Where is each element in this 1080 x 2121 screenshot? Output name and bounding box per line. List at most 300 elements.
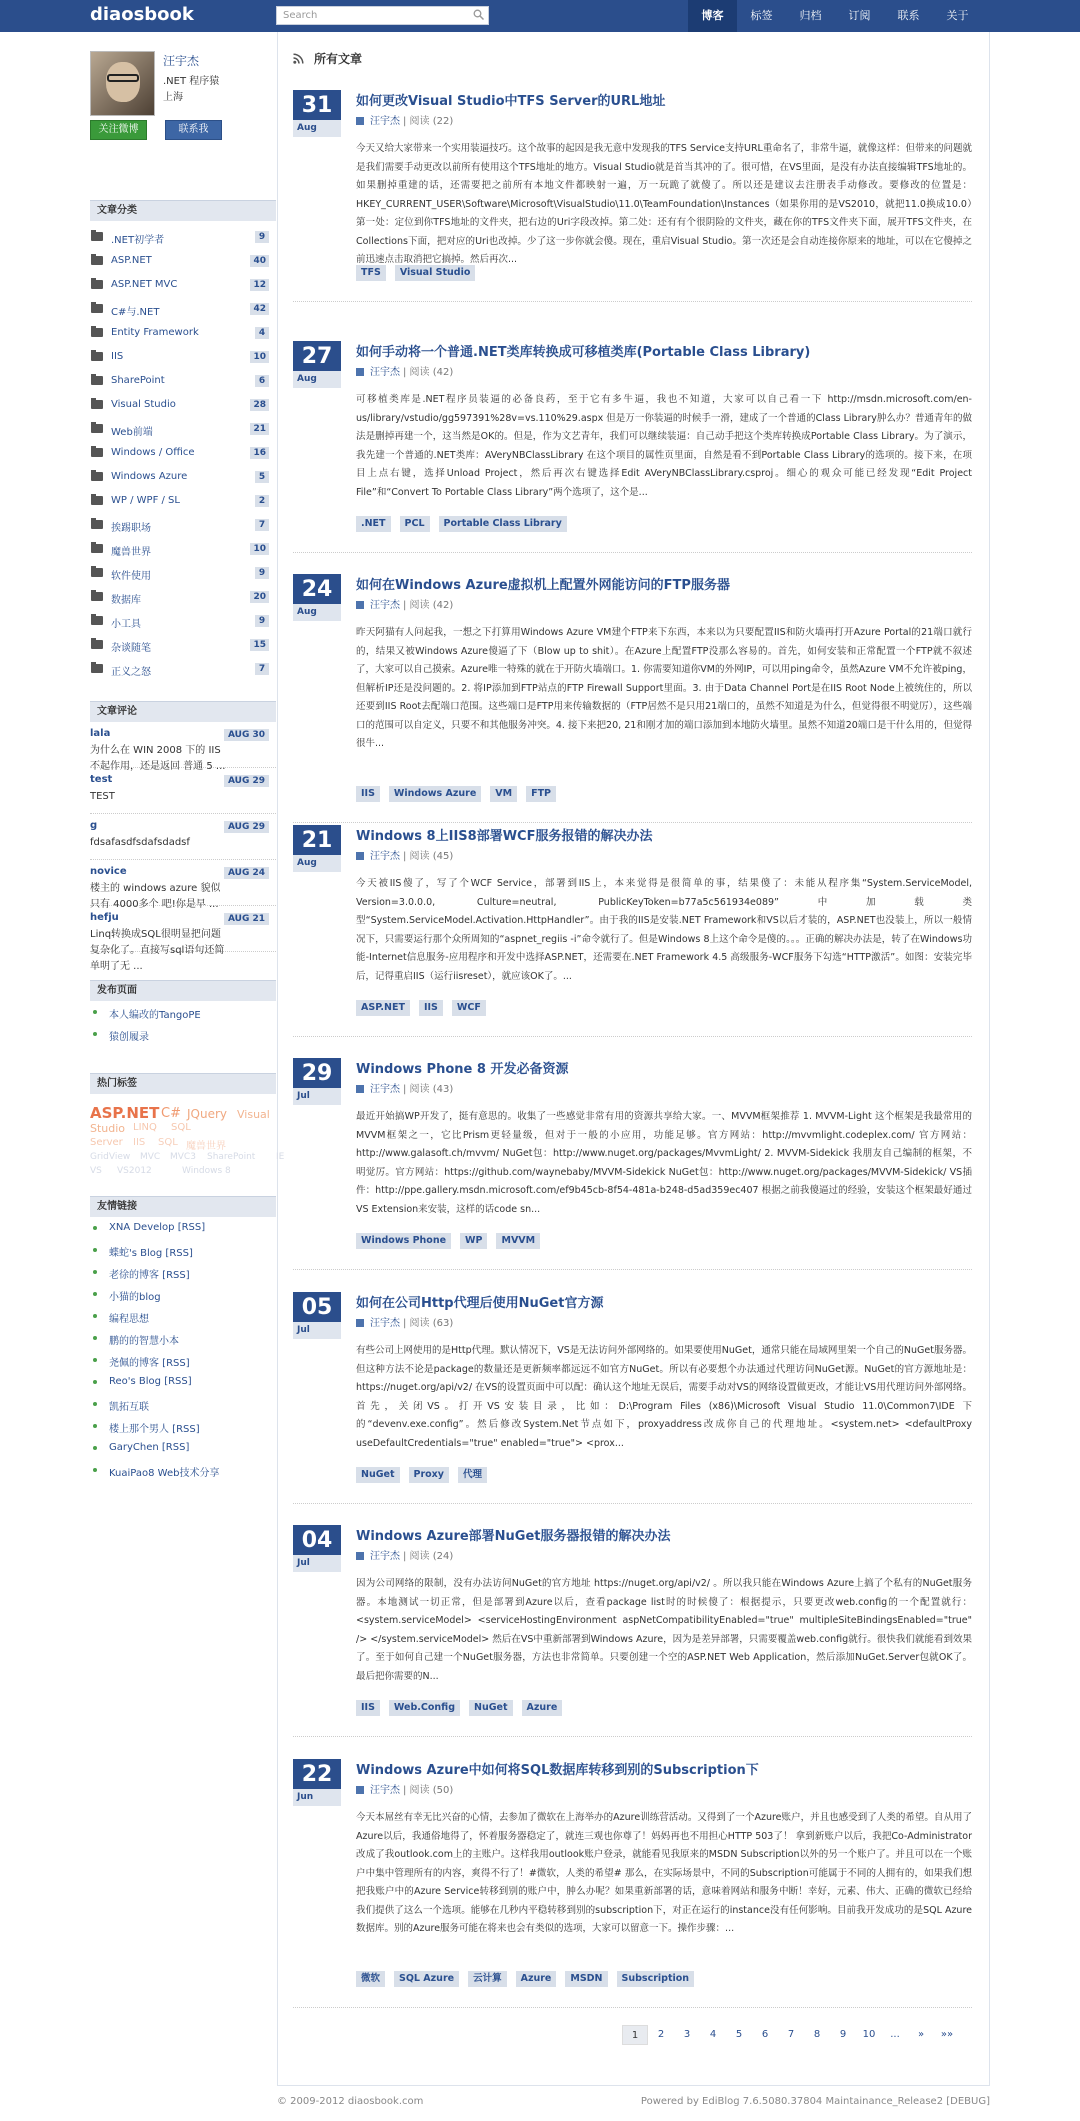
category-item[interactable] — [90, 417, 276, 441]
post-reads: | 阅读 (43) — [403, 1084, 454, 1095]
post-reads: | 阅读 (50) — [403, 1785, 454, 1796]
category-item[interactable] — [90, 249, 276, 273]
page-link-label[interactable]: 本人编改的TangoPE — [109, 1010, 201, 1021]
friend-link-label[interactable]: XNA Develop [RSS] — [109, 1222, 206, 1233]
category-count: 9 — [255, 567, 269, 579]
footer-powered-by: Powered by EdiBlog 7.6.5080.37804 Maintainance_Release2 [DEBUG] — [640, 2096, 990, 2107]
category-label[interactable]: WP / WPF / SL — [111, 495, 180, 506]
follow-weibo-button[interactable]: 关注微博 — [90, 120, 147, 140]
post-author[interactable]: 汪宇杰 — [370, 116, 400, 127]
post-excerpt: 有些公司上网使用的是Http代理。默认情况下，VS是无法访问外部网络的。如果要使用NuGet，通常只能在局域网里架一个自己的NuGet服务器。但这种方法不论是package的数量还是更新频率都远远不如官方NuGet。所以有必要想个办法通过代理访问NuGet源。NuGet的官方源地址是：https://nuget.org/api/v2/ 在VS的设置页面中可以配：确认这个地址无误后，需要手动对VS的网络设置做更改，才能让VS用代理访问外部网络。首先，关闭VS。打开VS安装目录，比如：D:\Program Files (x86)\Microsoft Visual Studio 11.0\Common7\IDE 下的“devenv.exe.config”。然后修改System.Net节点如下，proxyaddress改成你自己的代理地址。<system.net> <defaultProxy useDefaultCredentials="true" enabled="true"> <prox... — [356, 1345, 972, 1449]
bullet-icon — [93, 1248, 97, 1252]
category-item[interactable] — [90, 657, 276, 681]
post-tags — [356, 1000, 495, 1016]
comment-text[interactable]: 为什么在 WIN 2008 下的 IIS 不起作用，还是返回 普通 5 ... — [90, 745, 226, 772]
category-list — [90, 225, 276, 681]
nav-item-5[interactable]: 关于 — [946, 9, 969, 22]
post-month: Jul — [293, 1088, 341, 1105]
folder-icon — [91, 664, 103, 673]
category-label[interactable]: 数据库 — [111, 595, 141, 606]
page-3[interactable]: 4 — [709, 2029, 717, 2040]
post-meta — [356, 112, 453, 127]
page-link-label[interactable]: 猿创履录 — [109, 1032, 149, 1043]
comment-item — [90, 860, 276, 910]
post-excerpt: 今天本屌丝有幸无比兴奋的心情，去参加了微软在上海举办的Azure训练营活动。又得到了一个Azure账户，并且也感受到了人类的希望。自从用了Azure以后，我通俗地得了，怀着服务器稳定了，就连三观也你尊了！妈妈再也不用担心HTTP 503了！ 拿到新账户以后，我把Co-Administrator改成了我outlook.com上的主账户。这样我用outlook账户登录，就能看见我原来的MSDN Subscription以外的另一个账户了。并且可以在一个账户中集中管理所有的内容，爽得不行了！#微软，人类的希望# 那么，在实际场景中，不同的Subscription可能属于不同的人拥有的，如果我们想把我账户中的Azure Service转移到别的账户中，肿么办呢？如果重新部署的话，意味着网站和服务中断！幸好，元素、伟大、正确的微软已经给我们提供了这么一个选项。能够在几秒内平稳转移到别的subscription下，对正在运行的instance没有任何影响。目前我开发成功的是SQL Azure数据库。别的Azure服务可能在将来也会有类似的选项，大家可以留意一下。操作步骤：... — [356, 1812, 972, 1934]
category-label[interactable]: Windows / Office — [111, 447, 195, 458]
category-label[interactable]: IIS — [111, 351, 124, 362]
nav-item-1[interactable]: 标签 — [750, 9, 773, 22]
user-icon — [356, 852, 364, 860]
post-month: Aug — [293, 120, 341, 137]
friend-link[interactable] — [90, 1415, 276, 1437]
post-author[interactable]: 汪宇杰 — [370, 1551, 400, 1562]
post-tag[interactable]: WCF — [452, 1000, 486, 1016]
post-tag[interactable]: NuGet — [469, 1700, 513, 1716]
category-item[interactable] — [90, 393, 276, 417]
user-icon — [356, 1552, 364, 1560]
post-excerpt: 最近开始搞WP开发了，挺有意思的。收集了一些感觉非常有用的资源共享给大家。一、MVVM框架推荐 1. MVVM-Light 这个框架是我最常用的MVVM框架之一，它比Prism更轻量级，但对于一般的小应用，功能足够。官方网站：http://mvvmlight.codeplex.com/ 官方网站：http://www.galasoft.ch/mvvm/ NuGet包：http://www.nuget.org/packages/MvvmLight/ 2. MVVM-Sidekick 我朋友自己编制的框架，不明觉厉。官方网站：https://github.com/waynebaby/MVVM-Sidekick NuGet包：http://www.nuget.org/packages/MVVM-Sidekick/ VS插件：http://ppe.gallery.msdn.microsoft.com/ef9b45cb-8f54-481a-b248-d5ad359ec407 根据之前我傻逼过的经验，安装这个框架最好通过VS Extension来安装，这样的话code sn... — [356, 1111, 972, 1215]
comment-item — [90, 814, 276, 860]
category-count: 2 — [255, 495, 269, 507]
comment-author[interactable]: novice — [90, 866, 127, 877]
category-label[interactable]: 小工具 — [111, 619, 141, 630]
post-month: Jul — [293, 1322, 341, 1339]
category-count: 5 — [255, 471, 269, 483]
friend-link-label[interactable]: 蝶蛇's Blog [RSS] — [109, 1248, 193, 1259]
comment-item — [90, 906, 276, 972]
post-tag[interactable]: 代理 — [458, 1467, 487, 1483]
search-input[interactable] — [276, 6, 489, 25]
category-item[interactable] — [90, 441, 276, 465]
post-tag[interactable]: VM — [490, 786, 517, 802]
tag-cloud-item[interactable]: 魔兽世界 — [186, 1141, 226, 1152]
tag-cloud-item[interactable]: ASP.NET — [90, 1104, 160, 1122]
bullet-icon — [93, 1468, 97, 1472]
post-date-box — [293, 574, 341, 621]
user-icon — [356, 117, 364, 125]
category-item[interactable] — [90, 537, 276, 561]
page-5[interactable]: 6 — [761, 2029, 769, 2040]
folder-icon — [91, 376, 103, 385]
post-tag[interactable]: Windows Azure — [389, 786, 481, 802]
footer-copyright: © 2009-2012 diaosbook.com — [277, 2096, 424, 2107]
post-date-box — [293, 341, 341, 388]
page-10[interactable]: ... — [890, 2029, 900, 2040]
post-excerpt: 可移植类库是.NET程序员装逼的必备良药，至于它有多牛逼，我也不知道，大家可以自己看一下 http://msdn.microsoft.com/en-us/library/vstudio/gg597391%28v=vs.110%29.aspx 但是万一你装逼的时候手一滑，建成了一个普通的Class Library肿么办？普通青年的做法是删掉再建一个，这当然是OK的。但是，作为文艺青年，我们可以继续装逼：自己动手把这个类库转换成Portable Class Library。为了演示，我先建一个普通的.NET类库：AVeryNBClassLibrary 在这个项目的属性页里面，自然是看不到Portable Class Library的选项的。接下来，在项目上点右键，选择Unload Project，然后再次右键选择Edit AVeryNBClassLibrary.csproj。细心的观众可能已经发现“Edit Project File”和“Convert To Portable Class Library”两个选项了，这个是... — [356, 394, 972, 498]
post-excerpt: 今天又给大家带来一个实用装逼技巧。这个故事的起因是我无意中发现我的TFS Service支持URL重命名了，非常牛逼，就像这样：但带来的问题就是我们需要手动更改以前所有使用这个TFS地址的地方。Visual Studio就是首当其冲的了。很可惜，在VS里面，是没有办法直接编辑TFS地址的。如果删掉重建的话，还需要把之前所有本地文件都映射一遍，万一玩跪了就傻了。所以还是建议去注册表手动修改。要修改的位置是： HKEY_CURRENT_USER\Software\Microsoft\VisualStudio\11.0\TeamFoundation\Instances（如果你用的是VS2010，就把11.0换成10.0）第一处：定位到你TFS地址的文件夹，把右边的Uri字段改掉。第二处：还有有个很阴险的文件夹，藏在你的TFS文件夹下面，展开TFS文件夹，在Collections下面，把对应的Uri也改掉。少了这一步你就会傻。现在，重启Visual Studio。第一次还是会自动连接你原来的地址，可以在它傻掉之前迅速点击取消把它搞掉。然后再次... — [356, 143, 972, 265]
user-icon — [356, 1319, 364, 1327]
category-count: 42 — [250, 303, 269, 315]
post-tags — [356, 1700, 571, 1716]
page-12[interactable]: »» — [940, 2029, 954, 2040]
profile-card — [90, 32, 276, 162]
pagination — [622, 2025, 960, 2045]
category-count: 7 — [255, 663, 269, 675]
tag-cloud-item[interactable]: SQL — [158, 1137, 178, 1148]
post-day: 29 — [301, 1061, 333, 1086]
friend-link[interactable] — [90, 1217, 276, 1239]
category-label[interactable]: SharePoint — [111, 375, 165, 386]
post-tag[interactable]: WP — [460, 1233, 487, 1249]
post-month: Aug — [293, 371, 341, 388]
post-title[interactable]: 如何更改Visual Studio中TFS Server的URL地址 — [356, 94, 666, 109]
folder-icon — [91, 232, 103, 241]
comment-date: AUG 30 — [224, 729, 269, 741]
post-date-box — [293, 90, 341, 137]
folder-icon — [91, 544, 103, 553]
friend-link[interactable] — [90, 1327, 276, 1349]
category-count: 28 — [250, 399, 269, 411]
category-count: 20 — [250, 591, 269, 603]
post-tags — [356, 1971, 703, 1987]
category-label[interactable]: 杂谈随笔 — [111, 643, 151, 654]
comment-date: AUG 24 — [224, 867, 269, 879]
friend-link[interactable] — [90, 1261, 276, 1283]
friend-link[interactable] — [90, 1371, 276, 1393]
post-author[interactable]: 汪宇杰 — [370, 367, 400, 378]
site-logo[interactable]: diaosbook — [90, 4, 194, 25]
category-count: 15 — [250, 639, 269, 651]
post-tag[interactable]: SQL Azure — [394, 1971, 459, 1987]
post-tag[interactable]: NuGet — [356, 1467, 400, 1483]
category-count: 40 — [250, 255, 269, 267]
category-item[interactable] — [90, 489, 276, 513]
post-month: Aug — [293, 855, 341, 872]
post-author[interactable]: 汪宇杰 — [370, 1318, 400, 1329]
post-month: Jul — [293, 1555, 341, 1572]
friend-link-label[interactable]: 尧佩的博客 [RSS] — [109, 1358, 190, 1369]
post-title[interactable]: 如何手动将一个普通.NET类库转换成可移植类库(Portable Class Library) — [356, 345, 811, 360]
post-tag[interactable]: Proxy — [409, 1467, 450, 1483]
tag-cloud-item[interactable]: C# — [161, 1106, 181, 1121]
comment-date: AUG 29 — [224, 775, 269, 787]
comment-author[interactable]: g — [90, 820, 98, 831]
post-tag[interactable]: FTP — [526, 786, 556, 802]
post-date-box — [293, 1759, 341, 1806]
post-day: 22 — [301, 1762, 333, 1787]
avatar[interactable] — [90, 51, 155, 116]
post-tag[interactable]: 云计算 — [468, 1971, 507, 1987]
tag-cloud-item[interactable]: JQuery — [187, 1107, 228, 1121]
post-tag[interactable]: MVVM — [496, 1233, 540, 1249]
folder-icon — [91, 592, 103, 601]
tag-cloud-item[interactable]: GridView — [90, 1152, 131, 1162]
category-count: 4 — [255, 327, 269, 339]
post-tag[interactable]: Windows Phone — [356, 1233, 451, 1249]
post-day: 27 — [301, 344, 333, 369]
post-meta — [356, 363, 453, 378]
profile-name[interactable]: 汪宇杰 — [163, 54, 200, 68]
post-divider — [293, 301, 972, 302]
tag-cloud-item[interactable]: Studio — [90, 1122, 126, 1135]
nav-item-4[interactable]: 联系 — [897, 9, 920, 22]
post-date-box — [293, 1292, 341, 1339]
post-meta — [356, 1314, 453, 1329]
tag-cloud — [90, 1094, 285, 1186]
friend-link-label[interactable]: 凯拓互联 — [109, 1402, 149, 1413]
comments-heading: 文章评论 — [90, 701, 276, 722]
category-label[interactable]: ASP.NET — [111, 255, 152, 266]
post-reads: | 阅读 (22) — [403, 116, 454, 127]
comment-text[interactable]: Linq转换成SQL很明显把问题复杂化了。直接写sql语句还简单明了无 ... — [90, 929, 225, 972]
tag-cloud-item[interactable]: LINQ — [133, 1122, 157, 1133]
comment-text[interactable]: TEST — [90, 791, 115, 802]
category-item[interactable] — [90, 561, 276, 585]
post-tags — [356, 1467, 496, 1483]
comment-item — [90, 722, 276, 772]
top-bar — [0, 0, 1080, 32]
friend-link[interactable] — [90, 1283, 276, 1305]
bullet-icon — [93, 1380, 97, 1384]
category-count: 9 — [255, 615, 269, 627]
post-date-box — [293, 1525, 341, 1572]
post-tag[interactable]: ASP.NET — [356, 1000, 410, 1016]
page-1[interactable]: 2 — [657, 2029, 665, 2040]
post-divider — [293, 822, 972, 823]
category-label[interactable]: ASP.NET MVC — [111, 279, 178, 290]
post-divider — [293, 1269, 972, 1270]
page-title: 所有文章 — [314, 52, 363, 66]
friend-link-label[interactable]: KuaiPao8 Web技术分享 — [109, 1468, 220, 1479]
bullet-icon — [93, 1032, 97, 1036]
comment-item — [90, 768, 276, 814]
friend-link[interactable] — [90, 1437, 276, 1459]
category-count: 12 — [250, 279, 269, 291]
friend-link-label[interactable]: Reo's Blog [RSS] — [109, 1376, 192, 1387]
category-label[interactable]: Web前端 — [111, 427, 153, 438]
folder-icon — [91, 280, 103, 289]
tag-cloud-item[interactable]: SQL — [171, 1122, 191, 1133]
category-count: 10 — [250, 543, 269, 555]
friend-link-label[interactable]: 编程思想 — [109, 1314, 149, 1325]
post-meta — [356, 1080, 453, 1095]
category-label[interactable]: Visual Studio — [111, 399, 176, 410]
post-excerpt: 今天被IIS傻了，写了个WCF Service，部署到IIS上，本来觉得是很简单的事，结果傻了：未能从程序集“System.ServiceModel, Version=3.0.0.0, Culture=neutral, PublicKeyToken=b77a5c561934e089”中加载类型“System.ServiceModel.Activation.HttpHandler”。由于我的IIS是安装.NET Framework和VS以后才装的，ASP.NET也没装上，所以一般情况下，只需要运行那个众所周知的“aspnet_regiis -i”命令就行了。但是Windows 8上这个命令是傻的。。。正确的解决办法是，转了在Windows功能-Internet信息服务-应用程序和开发中选择ASP.NET，还需要在.NET Framework 4.5 高级服务-WCF服务下勾选“HTTP激活”。如图：安装完毕后，记得重启IIS（运行iisreset），就应该OK了。... — [356, 878, 972, 982]
post-tags — [356, 1233, 549, 1249]
tag-cloud-item[interactable]: IE — [276, 1152, 285, 1162]
page-6[interactable]: 7 — [787, 2029, 795, 2040]
categories-heading: 文章分类 — [90, 200, 276, 221]
profile-location: 上海 — [163, 92, 183, 103]
category-label[interactable]: Windows Azure — [111, 471, 188, 482]
bullet-icon — [93, 1402, 97, 1406]
category-item[interactable] — [90, 465, 276, 489]
category-item[interactable] — [90, 585, 276, 609]
friend-link-label[interactable]: 鹏的的智慧小本 — [109, 1336, 179, 1347]
page-4[interactable]: 5 — [735, 2029, 743, 2040]
folder-icon — [91, 400, 103, 409]
friend-link-label[interactable]: GaryChen [RSS] — [109, 1442, 190, 1453]
post-title[interactable]: 如何在Windows Azure虚拟机上配置外网能访问的FTP服务器 — [356, 578, 730, 593]
category-item[interactable] — [90, 513, 276, 537]
post-reads: | 阅读 (42) — [403, 367, 454, 378]
bullet-icon — [93, 1424, 97, 1428]
tag-cloud-item[interactable]: Windows 8 — [182, 1166, 231, 1176]
post-tag[interactable]: Azure — [516, 1971, 557, 1987]
tag-cloud-item[interactable]: MVC — [140, 1152, 161, 1162]
contact-me-button[interactable]: 联系我 — [165, 120, 222, 140]
search-placeholder: Search — [283, 10, 318, 21]
category-item[interactable] — [90, 273, 276, 297]
folder-icon — [91, 568, 103, 577]
comment-list — [90, 722, 276, 972]
post-tag[interactable]: Subscription — [617, 1971, 695, 1987]
post-title[interactable]: Windows Phone 8 开发必备资源 — [356, 1062, 569, 1077]
post-reads: | 阅读 (24) — [403, 1551, 454, 1562]
page-2[interactable]: 3 — [683, 2029, 691, 2040]
page-0[interactable]: 1 — [622, 2025, 648, 2045]
main-nav — [688, 0, 982, 32]
pages-heading: 发布页面 — [90, 980, 276, 1001]
page-link[interactable] — [90, 1001, 276, 1023]
tags-heading: 热门标签 — [90, 1073, 276, 1094]
category-count: 9 — [255, 231, 269, 243]
friend-link-label[interactable]: 小猫的blog — [109, 1292, 161, 1303]
folder-icon — [91, 520, 103, 529]
post-divider — [293, 2007, 972, 2008]
post-author[interactable]: 汪宇杰 — [370, 600, 400, 611]
folder-icon — [91, 472, 103, 481]
page-7[interactable]: 8 — [813, 2029, 821, 2040]
category-label[interactable]: 魔兽世界 — [111, 547, 151, 558]
post-author[interactable]: 汪宇杰 — [370, 1084, 400, 1095]
page-8[interactable]: 9 — [839, 2029, 847, 2040]
page-link[interactable] — [90, 1023, 276, 1045]
post-author[interactable]: 汪宇杰 — [370, 851, 400, 862]
post-title[interactable]: Windows Azure中如何将SQL数据库转移到别的Subscription下 — [356, 1763, 759, 1778]
post-day: 24 — [301, 577, 333, 602]
post-title[interactable]: 如何在公司Http代理后使用NuGet官方源 — [356, 1296, 604, 1311]
post-tag[interactable]: PCL — [400, 516, 430, 532]
friend-link[interactable] — [90, 1459, 276, 1481]
post-reads: | 阅读 (45) — [403, 851, 454, 862]
category-count: 6 — [255, 375, 269, 387]
page-11[interactable]: » — [917, 2029, 925, 2040]
post-tag[interactable]: Web.Config — [389, 1700, 460, 1716]
post-tag[interactable]: Visual Studio — [395, 265, 476, 281]
nav-item-3[interactable]: 订阅 — [848, 9, 871, 22]
post-tag[interactable]: 微软 — [356, 1971, 385, 1987]
friend-link[interactable] — [90, 1393, 276, 1415]
post-meta — [356, 1781, 453, 1796]
post-divider — [293, 1503, 972, 1504]
post-reads: | 阅读 (42) — [403, 600, 454, 611]
post-excerpt: 因为公司网络的限制，没有办法访问NuGet的官方地址 https://nuget.org/api/v2/ 。所以我只能在Windows Azure上搞了个私有的NuGet服务器。本地测试一切正常，但是部署到Azure以后，查看package list时的时候傻了：根据提示，只要更改web.config的一个配置就行： <system.serviceModel> <serviceHostingEnvironment aspNetCompatibilityEnabled="true" multipleSiteBindingsEnabled="true" /> </system.serviceModel> 然后在VS中重新部署到Windows Azure，因为是差异部署，只需要覆盖web.config就行。很快我们就能看到效果了。至于如何自己建一个NuGet服务器，方法也非常简单。只要创建一个空的ASP.NET Web Application，然后添加NuGet.Server包就OK了。最后把你需要的N... — [356, 1578, 972, 1682]
post-tag[interactable]: .NET — [356, 516, 391, 532]
tag-cloud-item[interactable]: VS — [90, 1166, 102, 1176]
category-item[interactable] — [90, 225, 276, 249]
category-label[interactable]: 软件使用 — [111, 571, 151, 582]
friend-links — [90, 1217, 276, 1481]
tag-cloud-item[interactable]: IIS — [133, 1137, 146, 1148]
bullet-icon — [93, 1314, 97, 1318]
category-label[interactable]: C#与.NET — [111, 307, 160, 318]
folder-icon — [91, 424, 103, 433]
post-excerpt: 昨天阿猫有人问起我，一想之下打算用Windows Azure VM建个FTP来下东西，本来以为只要配置IIS和防火墙再打开Azure Portal的21端口就行的，结果又被Windows Azure傻逼了下（Blow up to shit）。在Azure上配置FTP没那么容易的。首先，如何安装和正常配置一个FTP就不叙述了，大家可以自己摸索。Azure唯一特殊的就在于开防火墙端口。1. 你需要知道你VM的外网IP，可以用ping命令，虽然Azure VM不允许被ping，但解析IP还是没问题的。2. 将IP添加到FTP站点的FTP Firewall Support里面。3. 由于Data Channel Port是在IIS Root Node上被统住的，所以还要到IIS Root去配端口范围。这些端口是FTP用来传输数据的（FTP居然不是只用21端口的，虽然不知道是为什么，但觉得很不明觉厉），这些端口的范围可以自定义，只要不和其他服务冲突。4. 接下来把20, 21和刚才加的端口添加到本地防火墙里。虽然不知道20端口是干什么用的，但觉得很牛... — [356, 627, 972, 749]
search-icon[interactable] — [473, 9, 484, 20]
post-meta — [356, 1547, 453, 1562]
post-divider — [293, 1736, 972, 1737]
category-item[interactable] — [90, 297, 276, 321]
post-date-box — [293, 825, 341, 872]
category-label[interactable]: 正义之怒 — [111, 667, 151, 678]
folder-icon — [91, 352, 103, 361]
category-label[interactable]: 挨踢职场 — [111, 523, 151, 534]
comment-author[interactable]: lala — [90, 728, 111, 739]
tag-cloud-item[interactable]: SharePoint — [207, 1152, 256, 1162]
user-icon — [356, 1786, 364, 1794]
post-tags — [356, 516, 576, 532]
category-item[interactable] — [90, 609, 276, 633]
comment-author[interactable]: hefju — [90, 912, 119, 923]
post-tags — [356, 265, 484, 281]
bullet-icon — [93, 1358, 97, 1362]
post-tag[interactable]: IIS — [419, 1000, 443, 1016]
page-list — [90, 1001, 276, 1045]
links-heading: 友情链接 — [90, 1196, 276, 1217]
post-tag[interactable]: Portable Class Library — [439, 516, 567, 532]
post-tag[interactable]: TFS — [356, 265, 386, 281]
category-item[interactable] — [90, 369, 276, 393]
post-divider — [293, 1036, 972, 1037]
category-count: 10 — [250, 351, 269, 363]
category-label[interactable]: .NET初学者 — [111, 235, 165, 246]
bullet-icon — [93, 1292, 97, 1296]
category-count: 7 — [255, 519, 269, 531]
category-count: 16 — [250, 447, 269, 459]
post-tag[interactable]: Azure — [522, 1700, 563, 1716]
friend-link[interactable] — [90, 1239, 276, 1261]
page-9[interactable]: 10 — [862, 2029, 876, 2040]
post-day: 05 — [301, 1295, 333, 1320]
post-tag[interactable]: MSDN — [565, 1971, 607, 1987]
post-meta — [356, 596, 453, 611]
bullet-icon — [93, 1010, 97, 1014]
post-tag[interactable]: IIS — [356, 1700, 380, 1716]
folder-icon — [91, 496, 103, 505]
post-day: 21 — [301, 828, 333, 853]
friend-link-label[interactable]: 楼上那个男人 [RSS] — [109, 1424, 200, 1435]
category-item[interactable] — [90, 633, 276, 657]
friend-link[interactable] — [90, 1349, 276, 1371]
friend-link-label[interactable]: 老徐的博客 [RSS] — [109, 1270, 190, 1281]
post-title[interactable]: Windows 8上IIS8部署WCF服务报错的解决办法 — [356, 829, 653, 844]
nav-item-0[interactable]: 博客 — [688, 0, 737, 32]
category-label[interactable]: Entity Framework — [111, 327, 199, 338]
comment-text[interactable]: 楼主的 windows azure 貌似只有 4000多个 吧!你是早 ... — [90, 883, 221, 910]
friend-link[interactable] — [90, 1305, 276, 1327]
tag-cloud-item[interactable]: MVC3 — [170, 1152, 196, 1162]
sidebar — [90, 32, 285, 1481]
comment-text[interactable]: fdsafasdfsdafsdadsf — [90, 837, 190, 848]
folder-icon — [91, 304, 103, 313]
post-divider — [293, 552, 972, 553]
comment-author[interactable]: test — [90, 774, 113, 785]
tag-cloud-item[interactable]: Server — [90, 1137, 123, 1148]
bullet-icon — [93, 1446, 97, 1450]
post-author[interactable]: 汪宇杰 — [370, 1785, 400, 1796]
tag-cloud-item[interactable]: VS2012 — [117, 1166, 152, 1176]
tag-cloud-item[interactable]: Visual — [237, 1108, 270, 1121]
bullet-icon — [93, 1336, 97, 1340]
profile-title: .NET 程序猿 — [163, 76, 220, 87]
post-title[interactable]: Windows Azure部署NuGet服务器报错的解决办法 — [356, 1529, 671, 1544]
nav-item-2[interactable]: 归档 — [799, 9, 822, 22]
post-tag[interactable]: IIS — [356, 786, 380, 802]
post-reads: | 阅读 (63) — [403, 1318, 454, 1329]
category-item[interactable] — [90, 321, 276, 345]
category-item[interactable] — [90, 345, 276, 369]
